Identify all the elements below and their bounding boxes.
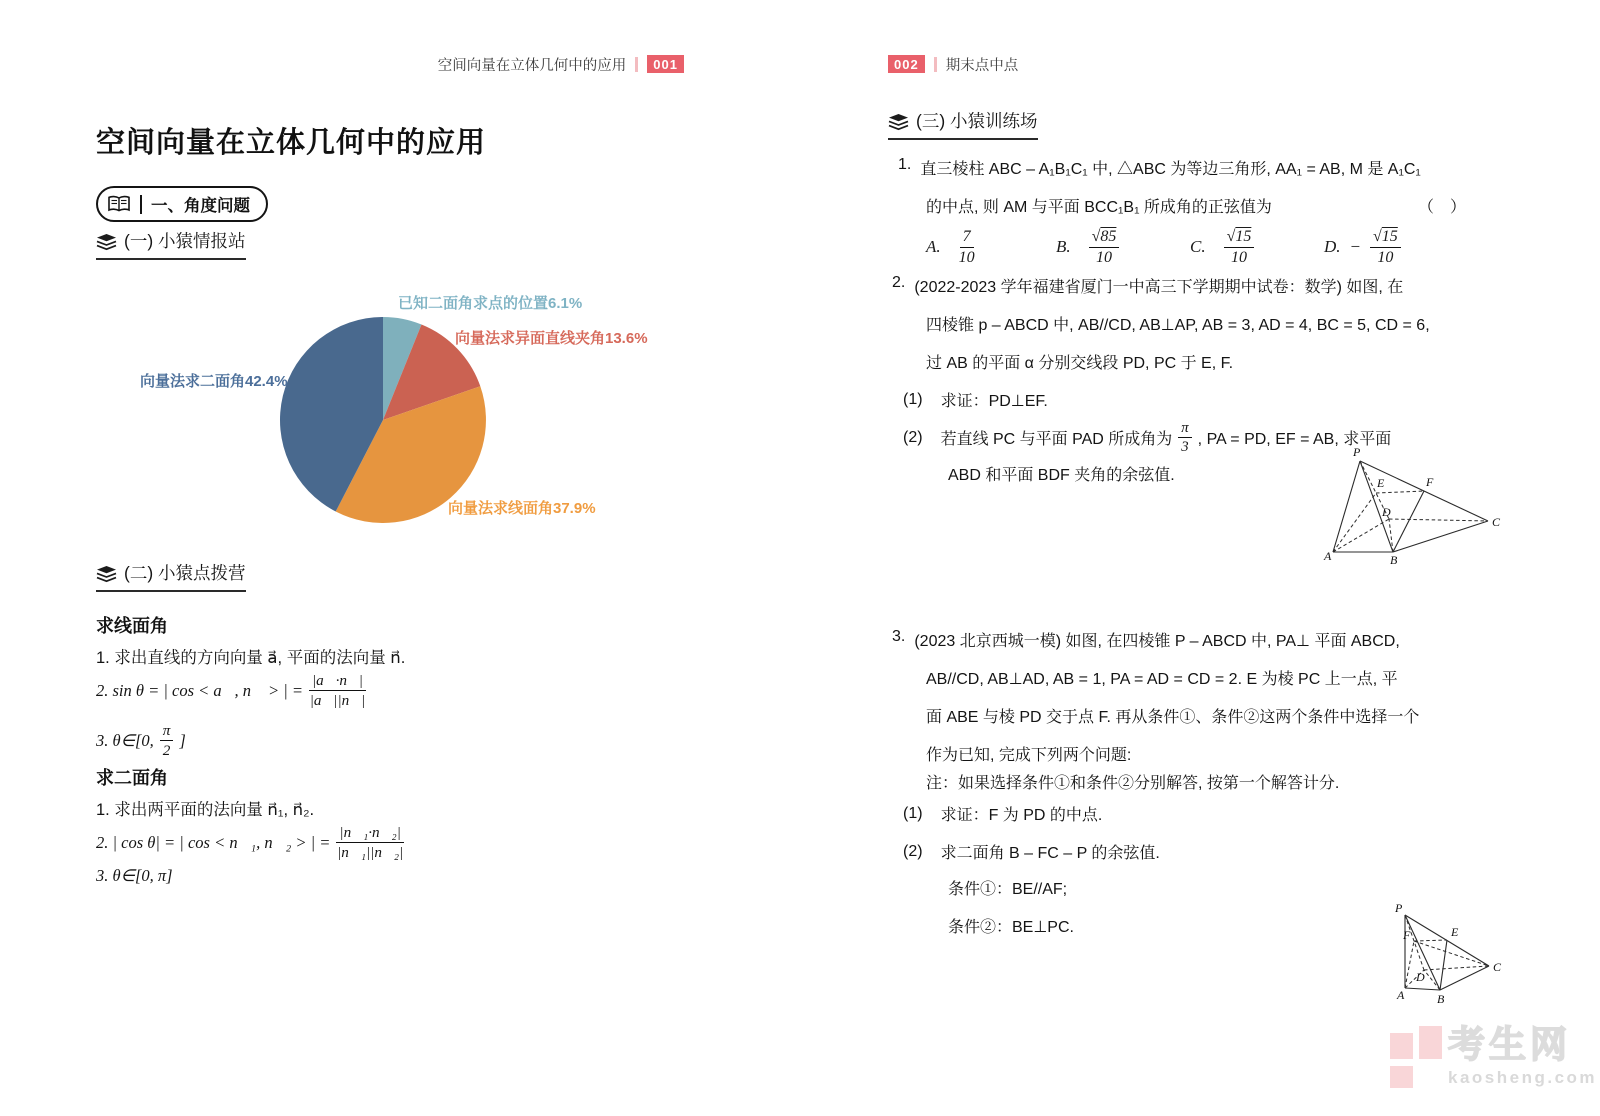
subquestion-text: 若直线 PC 与平面 PAD 所成角为: [940, 431, 1173, 449]
radicand: 15: [1381, 228, 1398, 245]
condition-line: 条件②：BE⊥PC.: [948, 919, 1074, 936]
problem-number: 1.: [898, 156, 912, 173]
fraction: [1178, 420, 1191, 456]
radicand: 15: [1235, 228, 1252, 245]
problem-subquestion: [903, 840, 1160, 863]
vertex-label: D: [1382, 505, 1391, 519]
option-label: C.: [1190, 237, 1206, 257]
subquestion-text: 求二面角 B – FC – P 的余弦值.: [940, 845, 1160, 862]
subquestion-number: (1): [903, 804, 923, 822]
problem-text: (2023 北京西城一模) 如图, 在四棱锥 P – ABCD 中, PA⊥ 平面 ABCD,: [914, 633, 1400, 650]
formula-text: 3. θ∈[0,: [96, 730, 154, 750]
problem-line: [892, 274, 1403, 297]
denominator: 10: [1096, 248, 1113, 266]
problem-line: 的中点, 则 AM 与平面 BCC₁B₁ 所成角的正弦值为: [926, 199, 1272, 216]
subquestion-number: (2): [903, 842, 923, 860]
figure-pyramid-p2: [1300, 440, 1510, 568]
problem-line: [892, 628, 1400, 651]
page-number-badge: 002: [888, 55, 925, 73]
sqrt-sign: √: [1091, 228, 1101, 245]
condition-line: 条件①：BE//AF;: [948, 881, 1068, 898]
method-item: 1. 求出直线的方向向量 a⃗, 平面的法向量 n⃗.: [96, 649, 406, 667]
running-head-title: 空间向量在立体几何中的应用: [437, 57, 627, 74]
problem-line: 作为已知, 完成下列两个问题:: [926, 747, 1132, 764]
watermark: [1390, 1026, 1597, 1092]
fraction: [160, 722, 174, 759]
option-fraction: [1224, 228, 1255, 267]
subquestion-text: 求证：F 为 PD 的中点.: [940, 807, 1103, 824]
denominator: 10: [1230, 248, 1247, 266]
subquestion-number: (1): [903, 390, 923, 408]
radicand: 85: [1100, 228, 1117, 245]
pie-label: 向量法求线面角37.9%: [448, 500, 596, 517]
pill-divider: [140, 195, 142, 214]
vertex-label: P: [1353, 445, 1361, 459]
document-title: 空间向量在立体几何中的应用: [96, 127, 487, 159]
pie-label: 向量法求异面直线夹角13.6%: [455, 330, 648, 347]
problem-line: 过 AB 的平面 α 分别交线段 PD, PC 于 E, F.: [926, 355, 1234, 372]
formula-text: 2. sin θ = | cos < a⃗, n⃗ > | =: [96, 680, 304, 700]
subquestion-text: , PA = PD, EF = AB, 求平面: [1197, 431, 1392, 449]
running-head-left: [0, 53, 684, 75]
problem-subquestion: [903, 802, 1102, 825]
option-fraction: [1370, 228, 1401, 267]
section-pill: [96, 186, 268, 222]
method-item: [96, 722, 186, 759]
header-divider: [934, 57, 937, 72]
subsection-label: (一) 小猿情报站: [124, 231, 246, 251]
option-minus: −: [1349, 237, 1362, 257]
vertex-label: A: [1324, 549, 1332, 563]
problem-note: 注：如果选择条件①和条件②分别解答, 按第一个解答计分.: [926, 775, 1340, 792]
books-stack-icon: [96, 233, 117, 253]
subquestion-number: (2): [903, 428, 923, 446]
fraction-numerator: |a⃗·n⃗|: [309, 672, 366, 691]
subsection-heading-3: [888, 108, 1038, 140]
fraction: [309, 672, 366, 709]
option-d: [1324, 228, 1401, 267]
watermark-en-text: kaosheng.com: [1448, 1067, 1598, 1087]
method-item: [96, 824, 404, 861]
problem-line: ABD 和平面 BDF 夹角的余弦值.: [948, 467, 1175, 484]
running-head-title: 期末点中点: [945, 57, 1019, 74]
denominator: 10: [958, 248, 975, 266]
vertex-label: F: [1426, 475, 1434, 489]
option-b: [1056, 228, 1119, 267]
subsection-label: (三) 小猿训练场: [916, 111, 1038, 131]
method-heading: 求线面角: [96, 616, 168, 636]
figure-pyramid-p3: [1372, 893, 1504, 1007]
vertex-label: A: [1397, 988, 1405, 1002]
option-c: [1190, 228, 1254, 267]
subsection-heading-1: [96, 228, 246, 260]
vertex-label: D: [1416, 970, 1425, 984]
formula-text: 2. | cos θ| = | cos < n⃗₁, n⃗₂ > | =: [96, 832, 331, 852]
pie-label: 已知二面角求点的位置6.1%: [398, 295, 583, 312]
denominator: 10: [1377, 248, 1394, 266]
problem-text: 直三棱柱 ABC – A₁B₁C₁ 中, △ABC 为等边三角形, AA₁ = AB, M 是 A₁C₁: [920, 161, 1421, 178]
problem-line: AB//CD, AB⊥AD, AB = 1, PA = AD = CD = 2. E 为棱 PC 上一点, 平: [926, 671, 1398, 688]
vertex-label: B: [1437, 992, 1445, 1006]
vertex-label: E: [1377, 476, 1385, 490]
sqrt-sign: √: [1373, 228, 1382, 245]
fraction-numerator: π: [1178, 420, 1191, 438]
vertex-label: C: [1492, 515, 1501, 529]
vertex-label: F: [1403, 928, 1411, 942]
books-stack-icon: [96, 565, 117, 585]
page-number-badge: 001: [647, 55, 684, 73]
option-label: D.: [1324, 237, 1341, 257]
method-item: [96, 672, 366, 709]
subquestion-text: 求证：PD⊥EF.: [940, 393, 1048, 410]
subsection-label: (二) 小猿点拨营: [124, 563, 246, 583]
method-heading: 求二面角: [96, 768, 168, 788]
subsection-heading-2: [96, 560, 246, 592]
book-icon: [107, 195, 131, 213]
pie-label: 向量法求二面角42.4%: [140, 373, 288, 390]
problem-line: 四棱锥 p – ABCD 中, AB//CD, AB⊥AP, AB = 3, AD = 4, BC = 5, CD = 6,: [926, 317, 1430, 334]
fraction-denominator: 3: [1181, 439, 1189, 456]
problem-text: (2022-2023 学年福建省厦门一中高三下学期期中试卷：数学) 如图, 在: [914, 279, 1404, 296]
vertex-label: E: [1451, 925, 1459, 939]
header-divider: [635, 57, 638, 72]
vertex-label: P: [1395, 901, 1403, 915]
sqrt-sign: 7: [962, 228, 971, 245]
option-label: B.: [1056, 237, 1071, 257]
books-stack-icon: [888, 113, 909, 133]
fraction-denominator: |n⃗₁||n⃗₂|: [337, 844, 404, 861]
problem-line: [898, 156, 1421, 179]
fraction: [336, 824, 403, 861]
section-pill-label: 一、角度问题: [151, 197, 250, 215]
kaosheng-logo-icon: [1390, 1026, 1438, 1092]
option-a: [926, 228, 975, 267]
option-label: A.: [926, 237, 941, 257]
problem-number: 2.: [892, 274, 906, 291]
fraction-numerator: |n⃗₁·n⃗₂|: [336, 824, 403, 843]
formula-text: ]: [179, 730, 186, 750]
fraction-denominator: |a⃗||n⃗|: [309, 692, 366, 709]
option-fraction: [959, 228, 975, 267]
method-item: 1. 求出两平面的法向量 n⃗₁, n⃗₂.: [96, 801, 315, 819]
option-fraction: [1089, 228, 1120, 267]
fraction-denominator: 2: [162, 742, 171, 759]
fraction-numerator: π: [160, 722, 174, 741]
vertex-label: C: [1493, 960, 1502, 974]
running-head-right: [888, 53, 1018, 75]
problem-number: 3.: [892, 628, 906, 645]
sqrt-sign: √: [1226, 228, 1236, 245]
problem-line: 面 ABE 与棱 PD 交于点 F. 再从条件①、条件②这两个条件中选择一个: [926, 709, 1420, 726]
answer-parens: （ ）: [1418, 199, 1467, 216]
vertex-label: B: [1390, 553, 1398, 567]
watermark-cn-text: 考生网: [1448, 1024, 1571, 1065]
method-item: 3. θ∈[0, π]: [96, 866, 173, 885]
problem-subquestion: [903, 388, 1048, 411]
